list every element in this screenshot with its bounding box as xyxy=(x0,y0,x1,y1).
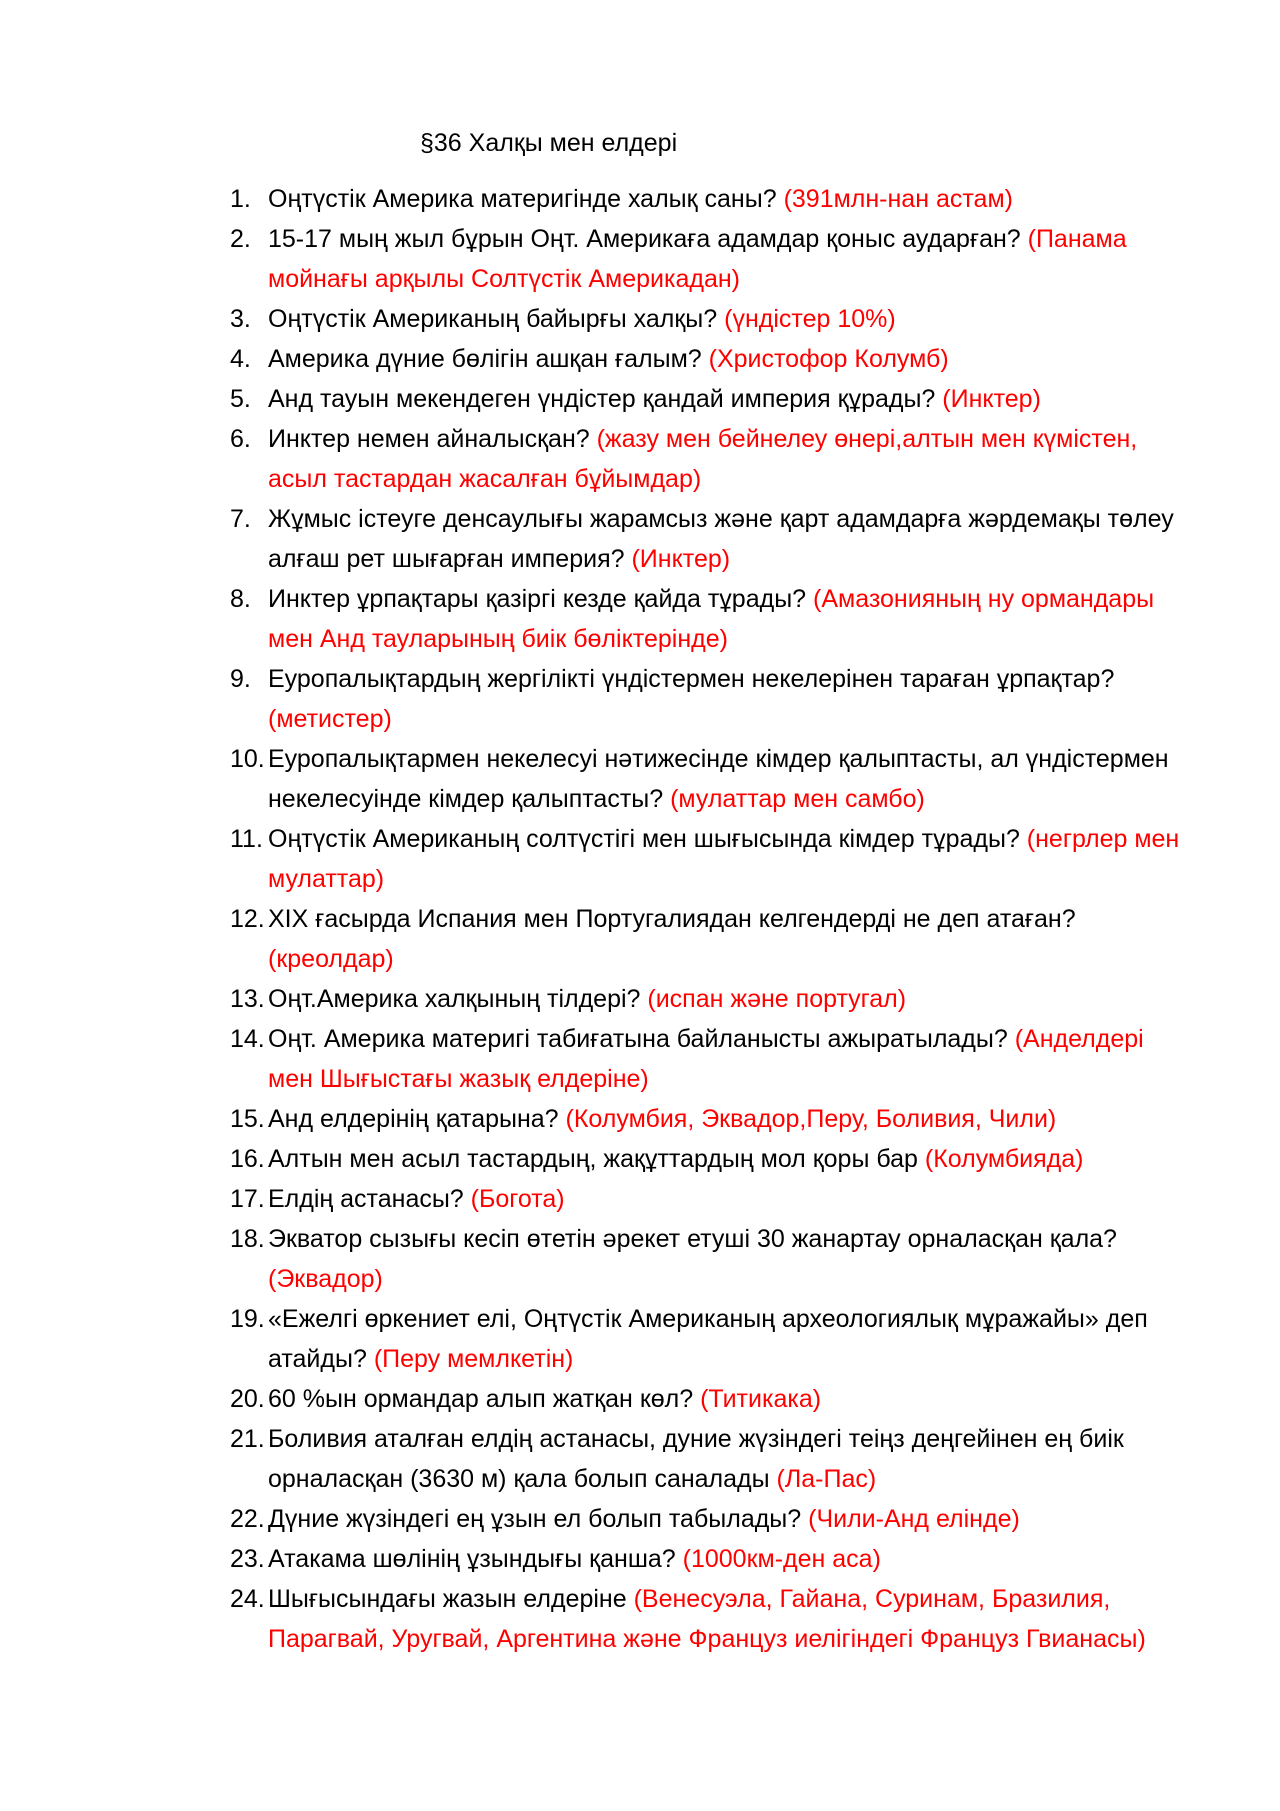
question-text: Жұмыс істеуге денсаулығы жарамсыз және қарт адамдарға жәрдемақы төлеу алғаш рет шығарған империя? xyxy=(268,505,1174,573)
item-number: 11. xyxy=(230,825,263,853)
list-item xyxy=(220,499,1180,579)
list-item xyxy=(220,1099,1180,1139)
answer-text: (391млн-нан астам) xyxy=(783,185,1013,213)
question-text: Америка дүние бөлігін ашқан ғалым? xyxy=(268,345,709,373)
item-number: 17. xyxy=(230,1185,265,1213)
list-item xyxy=(220,1139,1180,1179)
list-item xyxy=(220,1019,1180,1099)
question-text: 15-17 мың жыл бұрын Оңт. Америкаға адамдар қоныс аударған? xyxy=(268,225,1028,253)
item-number: 10. xyxy=(230,745,265,773)
answer-text: (метистер) xyxy=(268,705,392,733)
question-text: Инктер ұрпақтары қазіргі кезде қайда тұрады? xyxy=(268,585,814,613)
question-text: Оңтүстік Американың байырғы халқы? xyxy=(268,305,725,333)
item-number: 22. xyxy=(230,1505,265,1533)
list-item xyxy=(220,739,1180,819)
item-number: 19. xyxy=(230,1305,265,1333)
list-item xyxy=(220,339,1180,379)
item-number: 2. xyxy=(230,225,251,253)
list-item xyxy=(220,1179,1180,1219)
answer-text: (Ла-Пас) xyxy=(776,1465,877,1493)
question-text: Дүние жүзіндегі ең ұзын ел болып табылады? xyxy=(268,1505,809,1533)
question-text: Оңтүстік Америка материгінде халық саны? xyxy=(268,185,784,213)
item-number: 8. xyxy=(230,585,251,613)
list-item xyxy=(220,659,1180,739)
question-text: Атакама шөлінің ұзындығы қанша? xyxy=(268,1545,683,1573)
item-number: 24. xyxy=(230,1585,265,1613)
question-text: Анд елдерінің қатарына? xyxy=(268,1105,566,1133)
question-text: Инктер немен айналысқан? xyxy=(268,425,597,453)
answer-text: (негрлер мен мулаттар) xyxy=(268,825,1180,893)
answer-text: (Инктер) xyxy=(631,545,731,573)
list-item xyxy=(220,299,1180,339)
list-item xyxy=(220,219,1180,299)
item-number: 15. xyxy=(230,1105,265,1133)
item-number: 9. xyxy=(230,665,251,693)
list-item xyxy=(220,579,1180,659)
answer-text: (Титикака) xyxy=(700,1385,822,1413)
question-text: «Ежелгі өркениет елі, Оңтүстік Американың археологиялық мұражайы» деп атайды? xyxy=(268,1305,1148,1373)
list-item xyxy=(220,1379,1180,1419)
item-number: 16. xyxy=(230,1145,265,1173)
item-number: 1. xyxy=(230,185,251,213)
answer-text: (Перу мемлкетін) xyxy=(373,1345,574,1373)
item-number: 23. xyxy=(230,1545,265,1573)
answer-text: (Эквадор) xyxy=(268,1265,383,1293)
question-text: Экватор сызығы кесіп өтетін әрекет етуші 30 жанартау орналасқан қала? xyxy=(268,1225,1117,1253)
answer-text: (Панама мойнағы арқылы Солтүстік Америкадан) xyxy=(268,225,1127,293)
answer-text: (үндістер 10%) xyxy=(724,305,896,333)
list-item xyxy=(220,1499,1180,1539)
list-item xyxy=(220,1539,1180,1579)
list-item xyxy=(220,1419,1180,1499)
answer-text: (Амазонияның ну ормандары мен Анд тауларының биік бөліктерінде) xyxy=(268,585,1155,653)
question-text: Еуропалықтармен некелесуі нәтижесінде кімдер қалыптасты, ал үндістермен некелесуінде кімдер қалыптасты? xyxy=(268,745,1169,813)
item-number: 7. xyxy=(230,505,251,533)
question-text: Боливия аталған елдің астанасы, дуние жүзіндегі теіңз деңгейінен ең биік орналасқан (3630 м) қала болып саналады xyxy=(268,1425,1124,1493)
list-item xyxy=(220,819,1180,899)
item-number: 12. xyxy=(230,905,265,933)
answer-text: (Богота) xyxy=(470,1185,565,1213)
answer-text: (Христофор Колумб) xyxy=(708,345,949,373)
answer-text: (Венесуэла, Гайана, Суринам, Бразилия, Парагвай, Уругвай, Аргентина және Француз иелігіндегі Француз Гвианасы) xyxy=(268,1585,1146,1653)
answer-text: (1000км-ден аса) xyxy=(682,1545,881,1573)
list-item xyxy=(220,1579,1180,1659)
list-item xyxy=(220,1219,1180,1299)
question-list xyxy=(220,179,1180,1659)
answer-text: (испан және португал) xyxy=(647,985,907,1013)
list-item xyxy=(220,979,1180,1019)
list-item xyxy=(220,379,1180,419)
question-text: Елдің астанасы? xyxy=(268,1185,471,1213)
item-number: 18. xyxy=(230,1225,265,1253)
item-number: 21. xyxy=(230,1425,265,1453)
list-item xyxy=(220,1299,1180,1379)
question-text: Шығысындағы жазын елдеріне xyxy=(268,1585,634,1613)
question-text: Оңтүстік Американың солтүстігі мен шығысында кімдер тұрады? xyxy=(268,825,1027,853)
answer-text: (Чили-Анд елінде) xyxy=(808,1505,1020,1533)
answer-text: (жазу мен бейнелеу өнері,алтын мен күмістен, асыл тастардан жасалған бұйымдар) xyxy=(268,425,1138,493)
item-number: 4. xyxy=(230,345,251,373)
item-number: 14. xyxy=(230,1025,265,1053)
item-number: 3. xyxy=(230,305,251,333)
answer-text: (Анделдері мен Шығыстағы жазық елдеріне) xyxy=(268,1025,1144,1093)
answer-text: (Колумбияда) xyxy=(924,1145,1084,1173)
question-text: XIX ғасырда Испания мен Португалиядан келгендерді не деп атаған? xyxy=(268,905,1076,933)
question-text: Оңт. Америка материгі табиғатына байланысты ажыратылады? xyxy=(268,1025,1015,1053)
question-text: Анд тауын мекендеген үндістер қандай империя құрады? xyxy=(268,385,943,413)
answer-text: (Колумбия, Эквадор,Перу, Боливия, Чили) xyxy=(565,1105,1057,1133)
answer-text: (Инктер) xyxy=(942,385,1041,413)
question-text: Алтын мен асыл тастардың, жақұттардың мол қоры бар xyxy=(268,1145,925,1173)
item-number: 20. xyxy=(230,1385,265,1413)
list-item xyxy=(220,899,1180,979)
item-number: 5. xyxy=(230,385,251,413)
list-item xyxy=(220,179,1180,219)
item-number: 13. xyxy=(230,985,265,1013)
question-text: Еуропалықтардың жергілікті үндістермен некелерінен тараған ұрпақтар? xyxy=(268,665,1115,693)
page-title: §36 Халқы мен елдері xyxy=(420,129,678,157)
item-number: 6. xyxy=(230,425,251,453)
list-item xyxy=(220,419,1180,499)
question-text: 60 %ын ормандар алып жатқан көл? xyxy=(268,1385,701,1413)
question-text: Оңт.Америка халқының тілдері? xyxy=(268,985,648,1013)
answer-text: (креолдар) xyxy=(268,945,394,973)
answer-text: (мулаттар мен самбо) xyxy=(670,785,925,813)
